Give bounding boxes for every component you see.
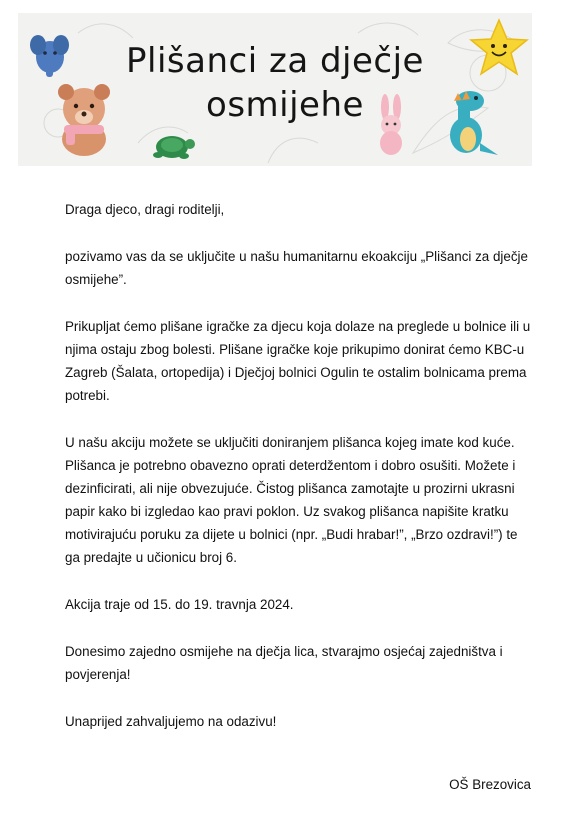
bunny-icon	[374, 93, 408, 157]
header-banner	[18, 13, 532, 166]
paragraph-instructions: U našu akciju možete se uključiti doniranjem plišanca kojeg imate kod kuće. Plišanca je potrebno obavezno oprati deterdžentom i dobro osušiti. Možete i dezinficirati, ali nije obvezujuće. Čistog plišanca zamotajte u prozirni ukrasni papir kako bi izgledao kao pravi poklon. Uz svakog plišanca napišite kratku motivirajuću poruku za dijete u bolnici (npr. „Budi hrabar!”, „Brzo ozdravi!”) te ga predajte u učionicu broj 6.	[65, 435, 518, 565]
title-line-2: osmijehe	[206, 85, 364, 125]
signature: OŠ Brezovica	[449, 777, 531, 792]
greeting: Draga djeco, dragi roditelji,	[65, 202, 225, 217]
smiling-star-icon	[468, 17, 530, 79]
paragraph-dates: Akcija traje od 15. do 19. travnja 2024.	[65, 597, 294, 612]
paragraph-collection: Prikupljat ćemo plišane igračke za djecu koja dolaze na preglede u bolnice ili u njima ostaju zbog bolesti. Plišane igračke koje prikupimo donirat ćemo KBC-u Zagreb (Šalata, ortopedija) i Dječjoj bolnici Ogulin te ostalim bolnicama prema potrebi.	[65, 319, 531, 403]
elephant-icon	[28, 27, 70, 79]
dinosaur-icon	[436, 83, 500, 163]
paragraph-thanks: Unaprijed zahvaljujemo na odazivu!	[65, 714, 277, 729]
paragraph-motivation: Donesimo zajedno osmijehe na dječja lica, stvarajmo osjećaj zajedništva i povjerenja!	[65, 644, 503, 682]
teddy-bear-icon	[52, 81, 116, 159]
paragraph-invitation: pozivamo vas da se uključite u našu humanitarnu ekoakciju „Plišanci za dječje osmijehe”.	[65, 249, 528, 287]
title-line-1: Plišanci za dječje	[126, 41, 424, 81]
turtle-icon	[148, 127, 198, 163]
letter-body	[65, 198, 535, 733]
